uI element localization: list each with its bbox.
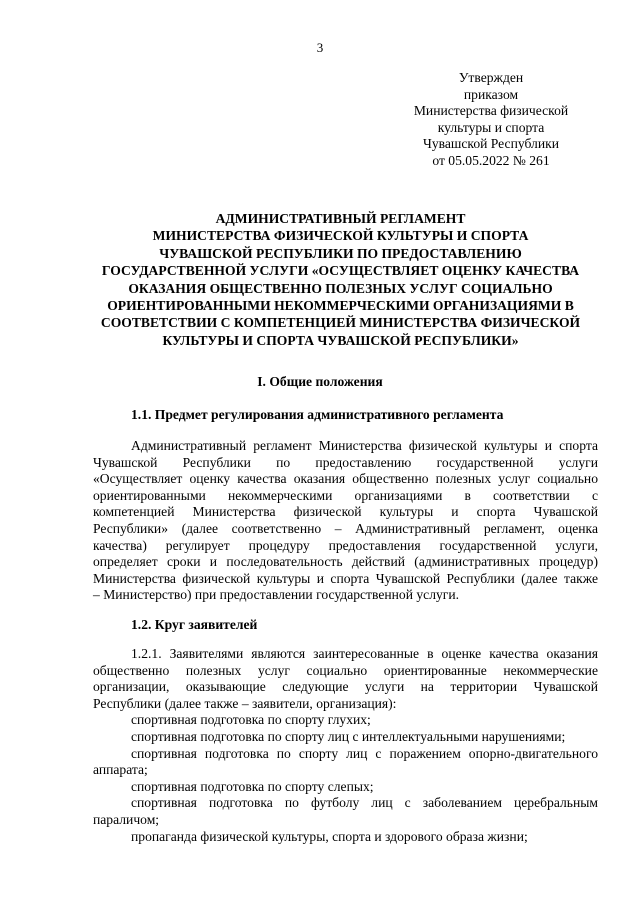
document-title — [88, 210, 593, 349]
approval-line: Министерства физической — [413, 103, 569, 119]
title-line: СООТВЕТСТВИИ С КОМПЕТЕНЦИЕЙ МИНИСТЕРСТВА ФИЗИЧЕСКОЙ — [100, 315, 581, 331]
paragraph-line: ориентированными некоммерческими организациями в соответствии с — [93, 487, 598, 503]
paragraph-line: Республики» (далее соответственно – Административный регламент, оценка — [93, 520, 598, 536]
paragraph-1-2-1 — [93, 646, 598, 845]
paragraph-line: Административный регламент Министерства физической культуры и спорта — [131, 438, 598, 453]
list-item: спортивная подготовка по спорту лиц с интеллектуальными нарушениями; — [131, 728, 566, 744]
title-line: МИНИСТЕРСТВА ФИЗИЧЕСКОЙ КУЛЬТУРЫ И СПОРТА — [152, 228, 529, 244]
title-line: ГОСУДАРСТВЕННОЙ УСЛУГИ «ОСУЩЕСТВЛЯЕТ ОЦЕНКУ КАЧЕСТВА — [101, 263, 580, 279]
approval-line: приказом — [463, 86, 519, 102]
paragraph-line: определяет сроки и последовательность действий (административных процедур) — [93, 554, 598, 570]
title-line: ЧУВАШСКОЙ РЕСПУБЛИКИ ПО ПРЕДОСТАВЛЕНИЮ — [159, 245, 522, 261]
paragraph-line: компетенцией Министерства физической культуры и спорта Чувашской — [93, 504, 598, 520]
paragraph-line: – Министерство) при предоставлении государственной услуги. — [93, 587, 460, 603]
approval-line: Чувашской Республики — [423, 136, 559, 152]
list-item: спортивная подготовка по футболу лиц с заболеванием церебральным — [131, 795, 598, 811]
approval-line: культуры и спорта — [437, 119, 545, 135]
title-line: ОКАЗАНИЯ ОБЩЕСТВЕННО ПОЛЕЗНЫХ УСЛУГ СОЦИАЛЬНО — [128, 280, 553, 296]
section-heading: I. Общие положения — [257, 374, 383, 389]
paragraph-line: 1.2.1. Заявителями являются заинтересованные в оценке качества оказания — [131, 646, 598, 661]
title-line: АДМИНИСТРАТИВНЫЙ РЕГЛАМЕНТ — [215, 211, 466, 226]
title-line: ОРИЕНТИРОВАННЫМИ НЕКОММЕРЧЕСКИМИ ОРГАНИЗАЦИЯМИ В — [107, 298, 574, 314]
approval-line: от 05.05.2022 № 261 — [432, 152, 550, 168]
list-item: спортивная подготовка по спорту лиц с поражением опорно-двигательного — [131, 745, 598, 761]
page-number: 3 — [316, 40, 324, 55]
paragraph-1-1 — [93, 438, 598, 604]
paragraph-line: Чувашской Республики по предоставлению государственной услуги — [93, 454, 598, 470]
paragraph-line: качества) регулирует процедуру предоставления государственной услуги, — [93, 537, 598, 553]
title-line: КУЛЬТУРЫ И СПОРТА ЧУВАШСКОЙ РЕСПУБЛИКИ» — [162, 332, 519, 348]
paragraph-line: общественно полезных услуг социально ориентированные некоммерческие — [93, 662, 598, 678]
list-item: спортивная подготовка по спорту глухих; — [131, 712, 371, 728]
paragraph-line: Республики (далее также – заявители, организация): — [93, 695, 397, 711]
subsection-heading-1-2: 1.2. Круг заявителей — [131, 617, 258, 632]
paragraph-line: «Осуществляет оценку качества оказания общественно полезных услуг социально — [93, 471, 598, 487]
paragraph-line: Министерства физической культуры и спорта Чувашской Республики (далее также — [93, 570, 598, 586]
list-item-continuation: аппарата; — [93, 762, 148, 778]
paragraph-line: организации, оказывающие следующие услуги на территории Чувашской — [93, 679, 598, 695]
approval-line: Утвержден — [458, 70, 524, 85]
list-item: спортивная подготовка по спорту слепых; — [131, 778, 374, 794]
approval-block — [380, 70, 602, 170]
list-item: пропаганда физической культуры, спорта и здорового образа жизни; — [131, 828, 528, 844]
list-item-continuation: параличом; — [93, 811, 160, 827]
subsection-heading-1-1: 1.1. Предмет регулирования административного регламента — [131, 407, 504, 422]
